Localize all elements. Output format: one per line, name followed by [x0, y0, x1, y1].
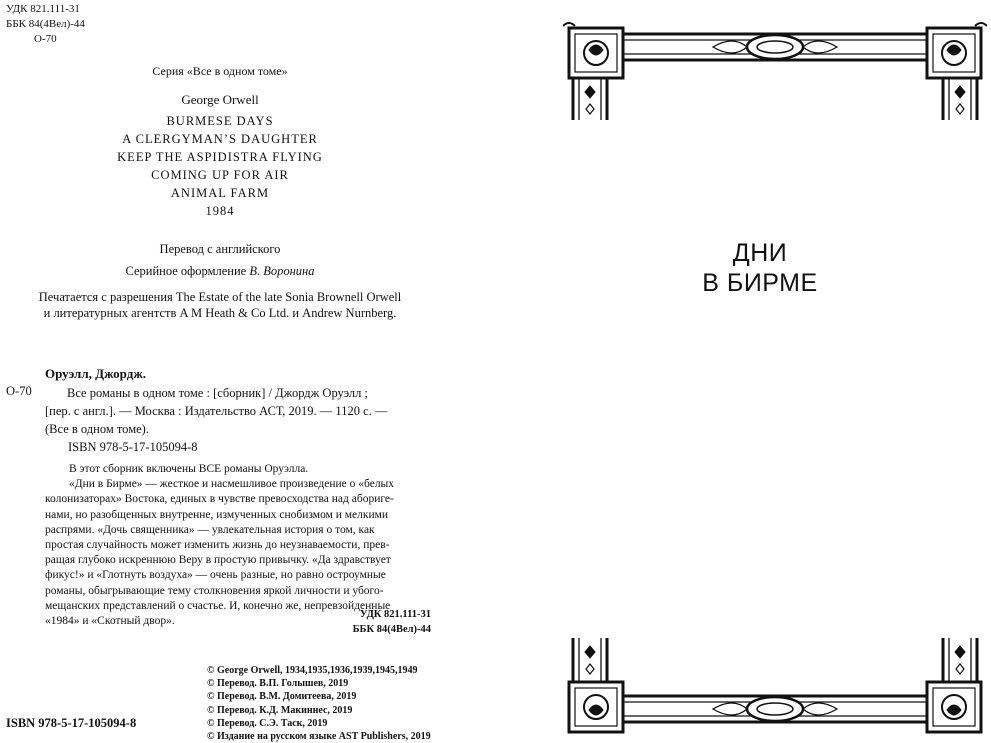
- annotation-line: мещанских представлений о счастье. И, конечно же, непревзойденные: [45, 599, 391, 612]
- permission-note: [0, 289, 440, 321]
- copyright-line: © Перевод. С.Э. Таск, 2019: [207, 717, 328, 729]
- bib-line: [пер. с англ.]. — Москва : Издательство АСТ, 2019. — 1120 с. —: [45, 404, 388, 418]
- title-list-en: [0, 112, 440, 220]
- bottom-ornament-frame: [563, 638, 987, 738]
- annotation-line: распрями. «Дочь священника» — увлекательная история о том, как: [45, 523, 375, 536]
- series-name: Серия «Все в одном томе»: [152, 64, 288, 78]
- annotation-line: романы, обыгрывающие тему столкновения яркой личности и убого-: [45, 584, 384, 597]
- annotation-line: В этот сборник включены ВСЕ романы Оруэлла.: [69, 463, 309, 475]
- isbn-bottom: ISBN 978-5-17-105094-8: [6, 716, 137, 730]
- bbk-code: ББК 84(4Вел)-44: [6, 18, 85, 30]
- author-name-en: George Orwell: [181, 92, 259, 107]
- udk-code: УДК 821.111-31: [6, 3, 80, 15]
- annotation-line: фикус!» и «Глотнуть воздуха» — очень разные, но равно остроумные: [45, 569, 386, 582]
- russian-title: [665, 238, 855, 298]
- top-ornament-frame: [563, 20, 987, 122]
- bib-description: [45, 384, 440, 438]
- permission-line: Печатается с разрешения The Estate of the late Sonia Brownell Orwell: [38, 290, 402, 304]
- annotation-line: простая случайность может изменить жизнь до неузнаваемости, прев-: [45, 539, 390, 552]
- copyright-line: © Перевод. К.Д. Макиннес, 2019: [207, 704, 353, 716]
- bbk-code-bottom: ББК 84(4Вел)-44: [352, 624, 431, 635]
- design-label: Серийное оформление: [125, 264, 247, 278]
- copyright-line: © Издание на русском языке AST Publishers, 2019: [207, 731, 431, 743]
- copyright-line: © Перевод. В.П. Голышев, 2019: [207, 678, 349, 690]
- title-page: [495, 0, 991, 743]
- annotation-line: «1984» и «Скотный двор».: [45, 615, 175, 628]
- copyright-line: © George Orwell, 1934,1935,1936,1939,1945,1949: [207, 665, 418, 676]
- permission-line: и литературных агентств A M Heath & Co Ltd. и Andrew Nurnberg.: [43, 306, 397, 320]
- annotation-line: колонизаторах» Востока, единых в чувстве превосходства над абориге-: [45, 493, 394, 506]
- bib-isbn: ISBN 978-5-17-105094-8: [68, 440, 198, 454]
- copyright-line: © Перевод. В.М. Домитеева, 2019: [207, 691, 357, 703]
- title-en-item: BURMESE DAYS: [166, 114, 274, 128]
- annotation-line: «Дни в Бирме» — жесткое и насмешливое произведение о «белых: [69, 478, 395, 491]
- copyright-block: [207, 664, 431, 743]
- bib-author-mark: О-70: [6, 384, 32, 398]
- annotation-line: нами, но разобщенных внутренне, измученных снобизмом и мелкими: [45, 508, 389, 521]
- title-line: ДНИ: [732, 239, 788, 267]
- translation-note: Перевод с английского: [159, 242, 281, 256]
- title-en-item: 1984: [205, 204, 235, 218]
- author-mark: О-70: [34, 33, 57, 45]
- title-en-item: ANIMAL FARM: [170, 186, 270, 200]
- bib-author: Оруэлл, Джордж.: [45, 366, 146, 381]
- bib-line: (Все в одном томе).: [45, 422, 149, 436]
- udk-code-bottom: УДК 821.111-31: [359, 609, 431, 620]
- design-credit: [0, 264, 440, 279]
- annotation: [45, 462, 440, 629]
- bib-line: Все романы в одном томе : [сборник] / Джордж Оруэлл ;: [67, 386, 369, 400]
- design-name: В. Воронина: [249, 264, 315, 278]
- title-en-item: COMING UP FOR AIR: [151, 168, 289, 182]
- classification-codes: [353, 607, 431, 637]
- annotation-line: ращая глубоко искреннюю Веру в простую привычку. «Да здравствует: [45, 554, 391, 567]
- title-line: В БИРМЕ: [702, 269, 818, 297]
- imprint-page: [0, 0, 495, 743]
- title-en-item: KEEP THE ASPIDISTRA FLYING: [117, 150, 323, 164]
- title-en-item: A CLERGYMAN’S DAUGHTER: [122, 132, 318, 146]
